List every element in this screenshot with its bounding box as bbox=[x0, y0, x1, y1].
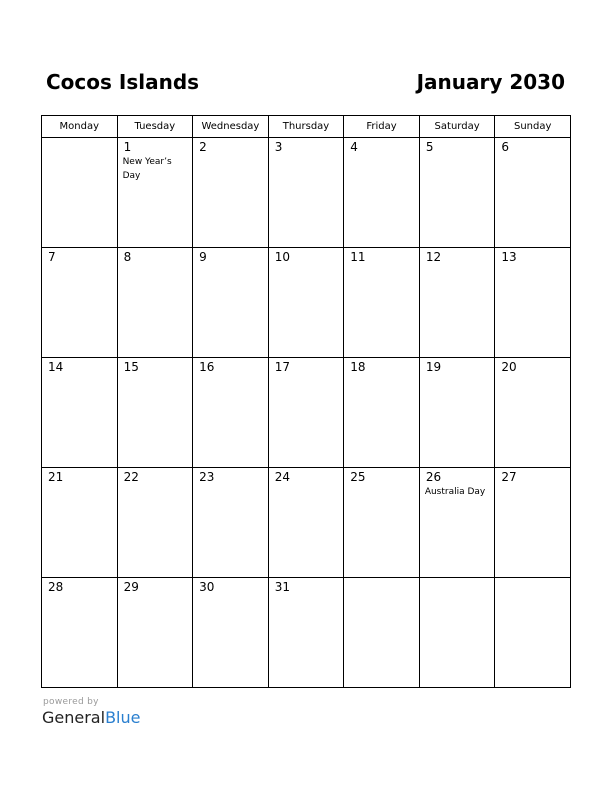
day-number: 29 bbox=[123, 580, 139, 594]
week-row bbox=[42, 138, 571, 248]
day-number: 21 bbox=[48, 470, 64, 484]
day-number: 20 bbox=[501, 360, 517, 374]
day-number: 31 bbox=[274, 580, 290, 594]
weekday-header: Wednesday bbox=[193, 116, 269, 138]
day-number: 9 bbox=[199, 250, 207, 264]
day-cell bbox=[268, 468, 344, 578]
weekday-header: Saturday bbox=[419, 116, 495, 138]
day-number: 28 bbox=[48, 580, 64, 594]
day-cell bbox=[495, 468, 571, 578]
day-number: 5 bbox=[425, 140, 434, 154]
day-number: 25 bbox=[350, 470, 366, 484]
day-cell bbox=[117, 578, 193, 688]
day-cell bbox=[42, 248, 118, 358]
day-number: 18 bbox=[350, 360, 366, 374]
day-number: 30 bbox=[199, 580, 215, 594]
weekday-header: Friday bbox=[344, 116, 420, 138]
day-cell bbox=[42, 468, 118, 578]
day-cell bbox=[42, 578, 118, 688]
day-number bbox=[344, 578, 419, 580]
day-cell bbox=[193, 248, 269, 358]
day-cell bbox=[268, 358, 344, 468]
day-number: 2 bbox=[199, 140, 207, 154]
day-number: 14 bbox=[48, 360, 64, 374]
day-number: 27 bbox=[501, 470, 517, 484]
holiday-label: New Year’s Day bbox=[122, 157, 172, 181]
day-cell bbox=[344, 358, 420, 468]
generalblue-logo bbox=[42, 708, 140, 727]
day-cell bbox=[117, 468, 193, 578]
weekday-header: Tuesday bbox=[117, 116, 193, 138]
day-cell bbox=[193, 138, 269, 248]
day-cell bbox=[495, 248, 571, 358]
day-number: 4 bbox=[350, 140, 358, 154]
day-cell bbox=[419, 578, 495, 688]
day-number: 1 bbox=[123, 140, 132, 154]
day-cell bbox=[419, 138, 495, 248]
day-number: 19 bbox=[425, 360, 442, 374]
day-number bbox=[42, 138, 117, 140]
day-cell bbox=[193, 358, 269, 468]
day-cell bbox=[42, 358, 118, 468]
day-cell bbox=[344, 468, 420, 578]
day-cell bbox=[419, 468, 495, 578]
day-number: 8 bbox=[123, 250, 132, 264]
day-number: 15 bbox=[123, 360, 139, 374]
day-number bbox=[420, 578, 495, 580]
day-number: 23 bbox=[199, 470, 215, 484]
day-number: 3 bbox=[274, 140, 283, 154]
day-number: 16 bbox=[199, 360, 215, 374]
day-number: 13 bbox=[501, 250, 517, 264]
week-row bbox=[42, 468, 571, 578]
logo-general-text: General bbox=[42, 708, 106, 727]
day-number: 10 bbox=[274, 250, 290, 264]
weekday-header: Sunday bbox=[495, 116, 571, 138]
day-cell bbox=[268, 248, 344, 358]
day-cell bbox=[344, 138, 420, 248]
day-cell bbox=[268, 138, 344, 248]
day-cell bbox=[419, 248, 495, 358]
day-number: 11 bbox=[350, 250, 366, 264]
powered-by-text: powered by bbox=[43, 697, 99, 707]
day-cell bbox=[268, 578, 344, 688]
day-cell bbox=[117, 138, 193, 248]
day-cell bbox=[117, 358, 193, 468]
day-cell bbox=[117, 248, 193, 358]
day-cell bbox=[193, 468, 269, 578]
day-number: 26 bbox=[425, 470, 442, 484]
day-number: 24 bbox=[274, 470, 290, 484]
day-number: 12 bbox=[425, 250, 442, 264]
day-cell bbox=[344, 578, 420, 688]
weekday-header-row bbox=[42, 116, 571, 138]
day-number: 17 bbox=[274, 360, 290, 374]
day-cell bbox=[42, 138, 118, 248]
logo-blue-text: Blue bbox=[105, 708, 141, 727]
day-number: 7 bbox=[48, 250, 56, 264]
weekday-header: Monday bbox=[42, 116, 118, 138]
day-number: 6 bbox=[501, 140, 510, 154]
day-cell bbox=[419, 358, 495, 468]
weekday-header: Thursday bbox=[268, 116, 344, 138]
week-row bbox=[42, 578, 571, 688]
week-row bbox=[42, 358, 571, 468]
calendar-grid bbox=[41, 115, 571, 688]
day-cell bbox=[344, 248, 420, 358]
day-cell bbox=[193, 578, 269, 688]
day-number: 22 bbox=[123, 470, 139, 484]
holiday-label: Australia Day bbox=[424, 487, 486, 497]
day-cell bbox=[495, 578, 571, 688]
month-year-title: January 2030 bbox=[416, 70, 565, 94]
day-cell bbox=[495, 138, 571, 248]
day-number bbox=[495, 578, 570, 580]
week-row bbox=[42, 248, 571, 358]
day-cell bbox=[495, 358, 571, 468]
country-title: Cocos Islands bbox=[46, 70, 200, 94]
